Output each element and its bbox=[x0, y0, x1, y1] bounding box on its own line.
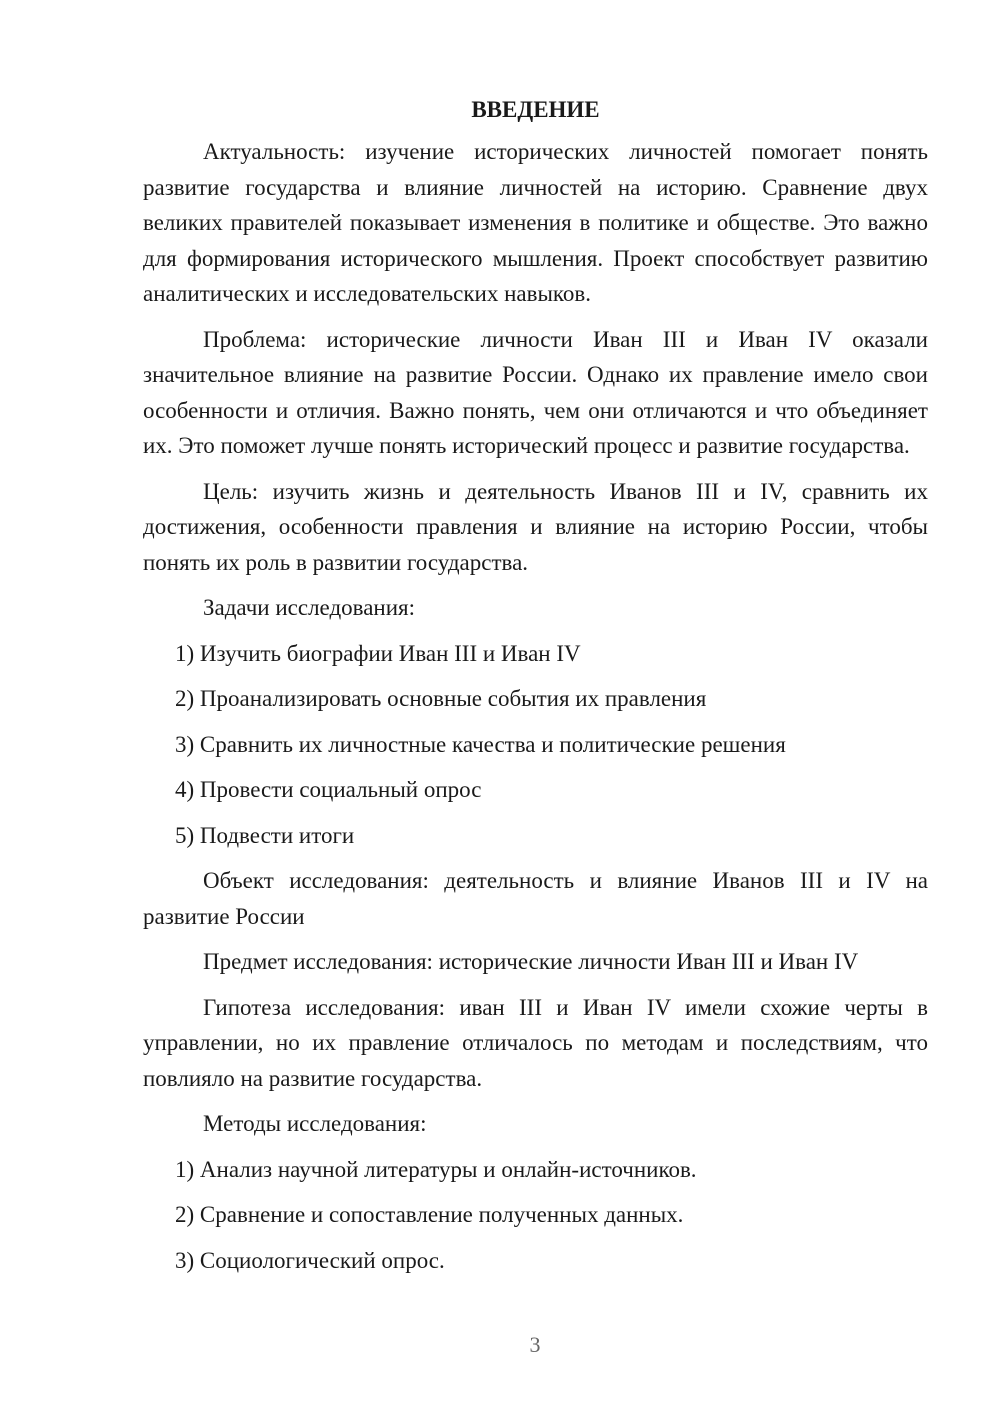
methods-list bbox=[143, 1152, 928, 1279]
object-paragraph: Объект исследования: деятельность и влияние Иванов III и IV на развитие России bbox=[143, 868, 928, 929]
list-item: 2) Проанализировать основные события их правления bbox=[175, 686, 707, 711]
list-item: 4) Провести социальный опрос bbox=[175, 777, 482, 802]
subject-paragraph: Предмет исследования: исторические личности Иван III и Иван IV bbox=[203, 949, 859, 974]
page-title: ВВЕДЕНИЕ bbox=[471, 97, 600, 122]
goal-paragraph: Цель: изучить жизнь и деятельность Иванов III и IV, сравнить их достижения, особенности правления и влияние на историю России, чтобы понять их роль в развитии государства. bbox=[143, 478, 928, 575]
list-item: 5) Подвести итоги bbox=[175, 822, 355, 848]
methods-label: Методы исследования: bbox=[203, 1111, 427, 1136]
relevance-paragraph: Актуальность: изучение исторических личностей помогает понять развитие государства и влияние личностей на историю. Сравнение двух великих правителей показывает изменения в политике и обществе. Это важно для формирования исторического мышления. Проект способствует развитию аналитических и исследовательских навыков. bbox=[143, 139, 928, 306]
list-item: 1) Анализ научной литературы и онлайн-источников. bbox=[175, 1156, 697, 1182]
problem-paragraph: Проблема: исторические личности Иван III и Иван IV оказали значительное влияние на развитие России. Однако их правление имело свои особенности и отличия. Важно понять, чем они отличаются и что объединяет их. Это поможет лучше понять исторический процесс и развитие государства. bbox=[143, 326, 928, 458]
document-page bbox=[143, 92, 928, 1288]
hypothesis-paragraph: Гипотеза исследования: иван III и Иван IV имели схожие черты в управлении, но их правление отличалось по методам и последствиям, что повлияло на развитие государства. bbox=[143, 994, 928, 1091]
page-number: 3 bbox=[529, 1332, 541, 1357]
list-item: 1) Изучить биографии Иван III и Иван IV bbox=[175, 640, 581, 666]
tasks-list bbox=[143, 636, 928, 854]
list-item: 2) Сравнение и сопоставление полученных данных. bbox=[175, 1202, 684, 1227]
tasks-label: Задачи исследования: bbox=[203, 595, 416, 620]
list-item: 3) Сравнить их личностные качества и политические решения bbox=[175, 731, 786, 757]
list-item: 3) Социологический опрос. bbox=[175, 1247, 445, 1273]
